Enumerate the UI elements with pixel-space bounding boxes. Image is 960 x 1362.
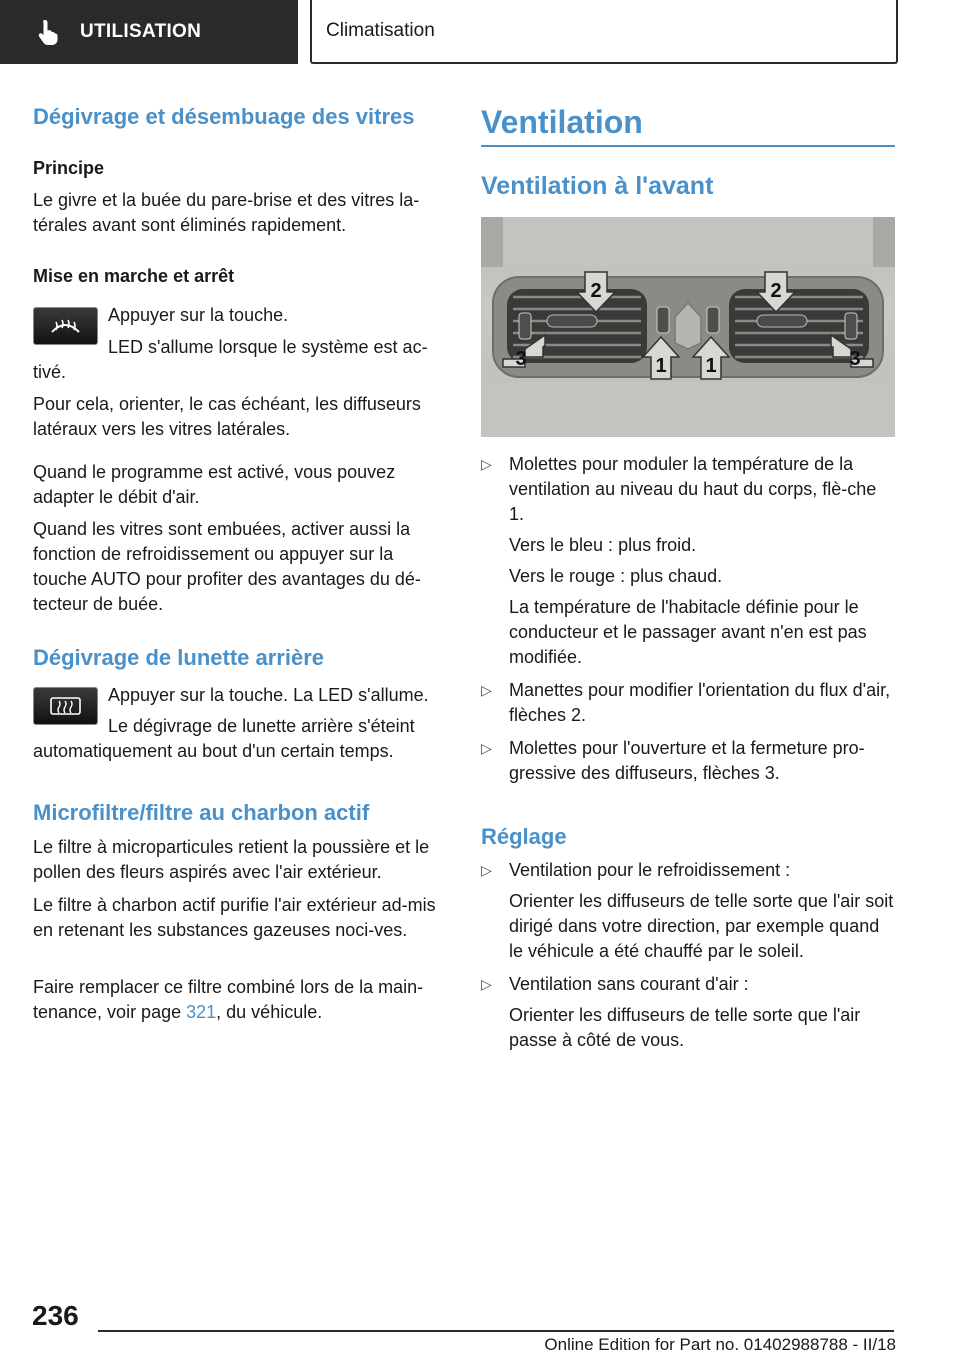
chapter-title: Climatisation [326, 20, 435, 41]
filter-text-2: Le filtre à charbon actif purifie l'air extérieur ad-mis en retenant les substances gazeuses noci-ves. [33, 895, 436, 940]
arrow-label-3-left: 3 [515, 348, 527, 370]
vent-item-detail: Vers le rouge : plus chaud. [509, 566, 723, 586]
rear-step-1: Appuyer sur la touche. La LED s'allume. [108, 685, 429, 705]
reglage-item-text: Ventilation sans courant d'air : [509, 974, 749, 994]
onoff-step-1: Appuyer sur la touche. [108, 305, 289, 325]
principle-heading: Principe [33, 158, 105, 178]
triangle-bullet-icon: ▷ [481, 740, 492, 756]
vent-item [481, 452, 895, 670]
onoff-step-2: LED s'allume lorsque le système est ac-tivé. [33, 337, 428, 382]
page-321-link[interactable]: 321 [186, 1002, 217, 1022]
section-header [0, 0, 298, 64]
reglage-item [481, 972, 895, 1053]
vent-item-detail: Vers le bleu : plus froid. [509, 535, 697, 555]
filter-text-1: Le filtre à microparticules retient la poussière et le pollen des fleurs aspirés avec l'air extérieur. [33, 837, 430, 882]
principle-text: Le givre et la buée du pare-brise et des vitres la-térales avant sont éliminés rapidement. [33, 190, 420, 235]
vent-item-detail: La température de l'habitacle définie pour le conducteur et le passager avant n'en est pas modifiée. [509, 597, 867, 667]
reglage-item-detail: Orienter les diffuseurs de telle sorte que l'air soit dirigé dans votre direction, par exemple quand le véhicule a été chauffé par le soleil. [509, 891, 894, 961]
pointing-hand-icon [34, 17, 64, 47]
air-vent-photo [481, 217, 895, 437]
reglage-list [481, 858, 895, 1053]
section-title: UTILISATION [80, 21, 202, 42]
vent-item-text: Molettes pour moduler la température de la ventilation au niveau du haut du corps, flè-che 1. [509, 454, 877, 524]
front-vent-heading: Ventilation à l'avant [481, 172, 714, 200]
vent-item-text: Molettes pour l'ouverture et la fermeture pro-gressive des diffuseurs, flèches 3. [509, 738, 865, 783]
vent-item [481, 736, 895, 786]
vent-item [481, 678, 895, 728]
chapter-tab [310, 0, 898, 64]
arrow-label-3-right: 3 [849, 348, 861, 370]
onoff-step-4: Quand le programme est activé, vous pouvez adapter le débit d'air. [33, 462, 396, 507]
vent-illustration [481, 217, 895, 437]
filter-text-3: Faire remplacer ce filtre combiné lors de la main-tenance, voir page 321, du véhicule. [33, 977, 424, 1022]
page-number: 236 [32, 1300, 79, 1331]
rear-defrost-heading: Dégivrage de lunette arrière [33, 645, 325, 670]
triangle-bullet-icon: ▷ [481, 682, 492, 698]
filter-heading: Microfiltre/filtre au charbon actif [33, 800, 370, 825]
vent-item-text: Manettes pour modifier l'orientation du flux d'air, flèches 2. [509, 680, 891, 725]
arrow-label-1-left: 1 [655, 355, 667, 377]
arrow-label-2-right: 2 [770, 280, 782, 302]
triangle-bullet-icon: ▷ [481, 976, 492, 992]
reglage-item [481, 858, 895, 964]
reglage-item-detail: Orienter les diffuseurs de telle sorte que l'air passe à côté de vous. [509, 1005, 861, 1050]
heading-rule [481, 145, 895, 147]
footer-rule [98, 1330, 894, 1332]
triangle-bullet-icon: ▷ [481, 862, 492, 878]
onoff-step-5: Quand les vitres sont embuées, activer aussi la fonction de refroidissement ou appuyer sur la touche AUTO pour profiter des avantages du dé-tecteur de buée. [33, 519, 421, 614]
onoff-step-3: Pour cela, orienter, le cas échéant, les diffuseurs latéraux vers les vitres latérales. [33, 394, 421, 439]
reglage-heading: Réglage [481, 824, 567, 849]
rear-step-2: Le dégivrage de lunette arrière s'éteint automatiquement au bout d'un certain temps. [33, 716, 415, 761]
edition-note: Online Edition for Part no. 01402988788 - II/18 [544, 1335, 896, 1354]
onoff-heading: Mise en marche et arrêt [33, 266, 235, 286]
reglage-item-text: Ventilation pour le refroidissement : [509, 860, 791, 880]
vent-controls-list [481, 452, 895, 786]
ventilation-heading: Ventilation [481, 104, 643, 140]
arrow-label-1-right: 1 [705, 355, 717, 377]
defrost-heading: Dégivrage et désembuage des vitres [33, 104, 415, 129]
triangle-bullet-icon: ▷ [481, 456, 492, 472]
arrow-label-2-left: 2 [590, 280, 602, 302]
